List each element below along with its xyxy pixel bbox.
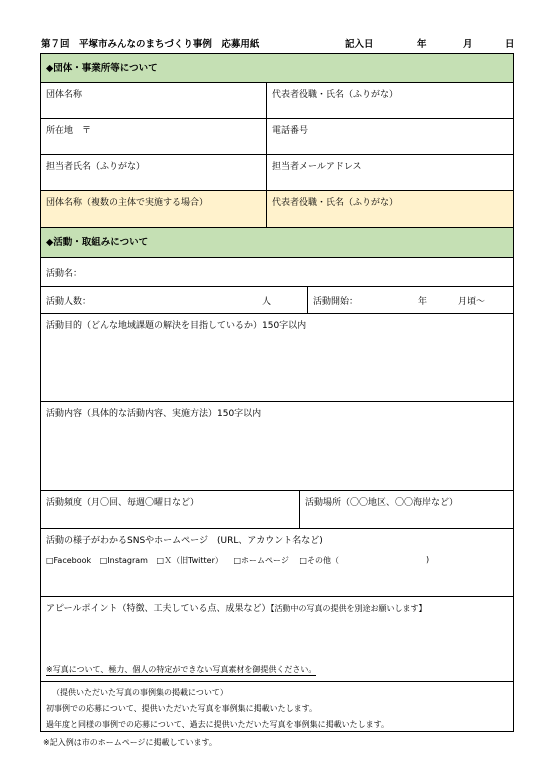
purpose-field[interactable] [41,314,513,401]
sns-field[interactable] [41,529,513,596]
start-year-label: 年 [418,297,428,307]
representative-label: 代表者役職・氏名（ふりがな） [272,90,399,100]
org-name-label: 団体名称 [46,90,83,100]
entry-date-label: 記入日 [345,39,374,50]
sns-row [41,528,513,596]
entry-month-label: 月 [463,39,473,50]
section-activity-heading: ◆活動・取組みについて [46,237,149,248]
address-row [41,118,513,154]
participants-unit: 人 [262,297,272,307]
photo-note: ※写真について、極力、個人の特定ができない写真素材を御提供ください。 [46,665,317,674]
address-field[interactable] [41,119,266,154]
participants-row [41,286,513,313]
sns-label: 活動の様子がわかるSNSやホームページ (URL、アカウント名など) [46,536,323,546]
sns-option-homepage[interactable]: □ホームページ [233,556,289,565]
footer-note: ※記入例は市のホームページに掲載しています。 [43,738,217,747]
joint-representative-field[interactable] [266,191,513,227]
sns-options [46,555,339,566]
location-field[interactable] [299,491,513,528]
participants-field[interactable] [41,287,307,313]
appeal-label: アピールポイント（特徴、工夫している点、成果など） [46,604,271,614]
entry-day-label: 日 [505,39,515,50]
section-org-header [41,54,513,82]
sns-option-x[interactable]: □Ｘ（旧Twitter） [156,556,223,565]
phone-field[interactable] [266,119,513,154]
content-label: 活動内容（具体的な活動内容、実施方法）150字以内 [46,409,262,419]
publication-line-2: 過年度と同様の事例での応募について、過去に提供いただいた写真を事例集に掲載いたします。 [46,720,390,729]
activity-name-field[interactable] [41,258,513,286]
form-title: 第７回 平塚市みんなのまちづくり事例 応募用紙 [41,39,260,50]
activity-name-row [41,257,513,286]
start-label: 活動開始： [313,297,359,307]
sns-other-close: ) [426,555,430,564]
section-activity-header [41,227,513,257]
representative-field[interactable] [266,83,513,118]
appeal-note: 【活動中の写真の提供を別途お願いします】 [270,604,427,613]
start-field[interactable] [307,287,513,313]
activity-name-label: 活動名： [46,269,83,279]
frequency-label: 活動頻度（月〇回、毎週〇曜日など） [46,498,200,508]
joint-org-name-field[interactable] [41,191,266,227]
org-name-field[interactable] [41,83,266,118]
phone-label: 電話番号 [272,126,309,136]
joint-representative-label: 代表者役職・氏名（ふりがな） [272,198,399,208]
participants-label: 活動人数： [46,297,92,307]
sns-option-facebook[interactable]: □Facebook [46,556,92,565]
contact-email-field[interactable] [266,155,513,190]
joint-org-row [41,190,513,227]
publication-title: （提供いただいた写真の事例集の掲載について） [52,688,228,697]
contact-name-label: 担当者氏名（ふりがな） [46,162,146,172]
contact-email-label: 担当者メールアドレス [272,162,362,172]
appeal-row [41,596,513,681]
frequency-field[interactable] [41,491,299,528]
frequency-row [41,490,513,528]
publication-info [41,682,513,732]
appeal-field[interactable] [41,597,513,681]
contact-row [41,154,513,190]
purpose-label: 活動目的（どんな地域課題の解決を目指しているか）150字以内 [46,321,307,331]
sns-option-other[interactable]: □その他（ [299,556,339,565]
address-label: 所在地 〒 [46,126,92,136]
location-label: 活動場所（〇〇地区、〇〇海岸など） [305,498,459,508]
publication-row [41,681,513,732]
joint-org-name-label: 団体名称（複数の主体で実施する場合） [46,198,209,208]
content-row [41,401,513,490]
org-name-row [41,82,513,118]
contact-name-field[interactable] [41,155,266,190]
publication-line-1: 初事例での応募について、提供いただいた写真を事例集に掲載いたします。 [46,704,318,713]
entry-year-label: 年 [417,39,427,50]
sns-option-instagram[interactable]: □Instagram [99,556,148,565]
content-field[interactable] [41,402,513,490]
application-form [40,53,514,732]
purpose-row [41,313,513,401]
start-month-label: 月頃～ [458,297,486,307]
section-org-heading: ◆団体・事業所等について [46,63,158,74]
